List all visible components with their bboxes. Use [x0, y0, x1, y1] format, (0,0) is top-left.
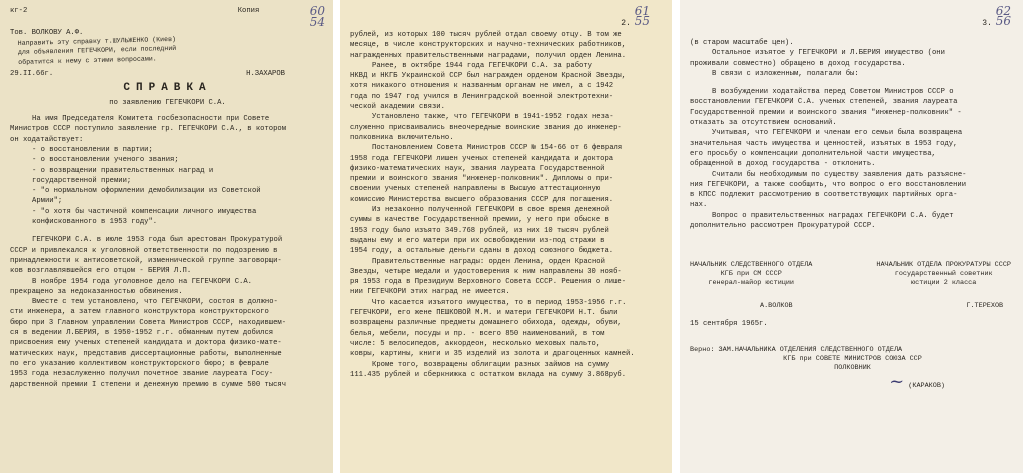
certification-block: Верно: ЗАМ.НАЧАЛЬНИКА ОТДЕЛЕНИЯ СЛЕДСТВЕННОГО ОТДЕЛА КГБ при СОВЕТЕ МИНИСТРОВ СОЮЗА ССР ПОЛКОВНИК ~ (КАРАКОВ): [690, 345, 945, 392]
copy-label: Копия: [237, 7, 260, 15]
document-code: кг-2: [10, 7, 28, 15]
document-page-1: [0, 0, 333, 473]
handwritten-page-number: 55: [634, 14, 650, 28]
document-subtitle: по заявлению ГЕГЕЧКОРИ С.А.: [109, 98, 226, 107]
signer-name-right: Г.ТЕРЕХОВ: [966, 302, 1004, 311]
handwritten-signature: ~: [889, 370, 905, 392]
handwritten-page-number: 54: [309, 15, 325, 29]
document-title: СПРАВКА: [123, 81, 212, 94]
signature-left: НАЧАЛЬНИК СЛЕДСТВЕННОГО ОТДЕЛА КГБ при СМ СССР генерал-майор юстиции А.ВОЛКОВ: [690, 261, 813, 311]
note-signer: Н.ЗАХАРОВ: [246, 69, 285, 78]
addressee: Тов. ВОЛКОВУ А.Ф.: [10, 29, 84, 37]
body-text: (в старом масштабе цен). Остальное изъятое у ГЕГЕЧКОРИ и Л.БЕРИЯ имущество (они проживали совместно) обращено в доход государства. В связи с изложенным, полагали бы: В возбуждении ходатайства перед Советом Министров СССР о восстановлении ГЕГЕЧКОРИ С.А. ученых степеней, звания лауреата Государственной премии и воинского звания "инженер-полковник" - отказать за отсутствием оснований. Учитывая, что ГЕГЕЧКОРИ и членам его семьи была возвращена значительная часть имущества и ценностей, изъятых в 1953 году, его просьбу о компенсации дополнительной части имущества, обращенной в доход государства - отклонить. Считали бы необходимым по существу заявления дать разъясне- ния ГЕГЕЧКОРИ, а также сообщить, что вопрос о его восстановлении в КПСС подлежит рассмотрению в соответствующих партийных орга- нах. Вопрос о правительственных наградах ГЕГЕЧКОРИ С.А. будет дополнительно рассмотрен Прокуратурой СССР.: [690, 39, 967, 231]
handwritten-page-number-top: 62: [995, 4, 1011, 18]
page-label: 3.: [982, 19, 992, 28]
page-divider: [672, 0, 680, 473]
document-page-2: [340, 0, 672, 473]
document-date: 15 сентября 1965г.: [690, 320, 768, 329]
handwritten-page-number-top: 61: [634, 4, 650, 18]
signature-right: НАЧАЛЬНИК ОТДЕЛА ПРОКУРАТУРЫ СССР государственный советник юстиции 2 класса Г.ТЕРЕХОВ: [876, 261, 1011, 311]
page-label: 2.: [621, 19, 631, 28]
document-page-3: [680, 0, 1023, 473]
signer-name-left: А.ВОЛКОВ: [760, 302, 793, 311]
handwritten-page-number-top: 60: [309, 4, 325, 18]
resolution-note: Направить эту справку т.ШУЛЬЖЕНКО (Киев) для объявления ГЕГЕЧКОРИ, если последний обратится к нему с этими вопросами.: [17, 36, 177, 67]
certifier-name: (КАРАКОВ): [908, 381, 945, 390]
body-text: На имя Председателя Комитета госбезопасности при Совете Министров СССР поступило заявление гр. ГЕГЕЧКОРИ С.А., в котором он ходатайствует: - о восстановлении в партии; - о восстановлении ученого звания; - о возвращении правительственных наград и государственной премии; - "о нормальном оформлении демобилизации из Советской Армии"; - "о хотя бы частичной компенсации личного имущества конфискованного в 1953 году". ГЕГЕЧКОРИ С.А. в июле 1953 года был арестован Прокуратурой СССР и привлекался к уголовной ответственности по подозрению в принадлежности к антисоветской, изменнической группе заговорщи- ков возглавлявшейся его отцом - БЕРИЯ Л.П. В ноябре 1954 года уголовное дело на ГЕГЕЧКОРИ С.А. прекращено за недоказанностью обвинения. Вместе с тем установлено, что ГЕГЕЧКОРИ, состоя в должно- сти инженера, а затем главного конструктора конструкторского бюро при 3 Главном управлении Совета Министров СССР, находившем- ся в ведении Л.БЕРИЯ, в 1950-1952 г.г. обманным путем добился присвоения ему ученых степеней кандидата и доктора физико-мате- матических наук, представив диссертационные работы, выполненные по его указанию коллективом конструкторского бюро; в феврале 1953 года незаслуженно получил почетное звание лауреата Госу- дарственной премии I степени и денежную премию в сумме 500 тысяч: [10, 115, 287, 389]
signature-section: [690, 261, 1015, 311]
handwritten-page-number: 56: [995, 14, 1011, 28]
note-date: 29.II.66г.: [10, 69, 54, 78]
body-text: рублей, из которых 100 тысяч рублей отдал своему отцу. В том же месяце, в числе конструкторских и научно-технических работников, награжденных правительственными наградами, получил орден Ленина. Ранее, в октябре 1944 года ГЕГЕЧКОРИ С.А. за работу НКВД и НКГБ Украинской ССР был награжден орденом Красной Звезды, хотя никакого отношения к названным органам не имел, а с 1942 года по 1947 год учился в Ленинградской военной электротехни- ческой академии связи. Установлено также, что ГЕГЕЧКОРИ в 1941-1952 годах неза- служенно присваивались внеочередные воинские звания до инженер- полковника включительно. Постановлением Совета Министров СССР № 154-66 от 6 февраля 1958 года ГЕГЕЧКОРИ лишен ученых степеней кандидата и доктора физико-математических наук, звания лауреата Государственной премии и воинского звания "инженер-полковник". Дипломы о при- своении ученых степеней направлены в Высшую аттестационную комиссию Министерства высшего образования СССР для погашения. Из незаконно полученной ГЕГЕЧКОРИ в свое время денежной суммы в качестве Государственной премии, у него при обыске в 1953 году было изъято 349.768 рублей, из них 10 тысяч рублей выданы ему и его матери при их освобождении из-под стражи в 1954 году, а остальные деньги сданы в доход союзного бюджета. Правительственные награды: орден Ленина, орден Красной Звезды, четыре медали и удостоверения к ним направлены 30 нояб- ря 1953 года в Президиум Верховного Совета СССР. Решения о лише- нии ГЕГЕЧКОРИ этих наград не имеется. Что касается изъятого имущества, то в период 1953-1956 г.г. ГЕГЕЧКОРИ, его жене ПЕШКОВОЙ М.М. и матери ГЕГЕЧКОРИ Н.Т. были возвращены различные предметы домашнего обихода, одежды, обуви, белья, мебели, посуды и пр. - всего 850 наименований, в том числе: 5 велосипедов, аккордеон, несколько меховых пальто, ковры, картины, книги и 35 изделий из золота и драгоценных камней. Кроме того, возвращены облигации разных займов на сумму 111.435 рублей и сберкнижка с остатком вклада на сумму 3.868руб.: [350, 31, 635, 379]
page-divider: [333, 0, 340, 473]
